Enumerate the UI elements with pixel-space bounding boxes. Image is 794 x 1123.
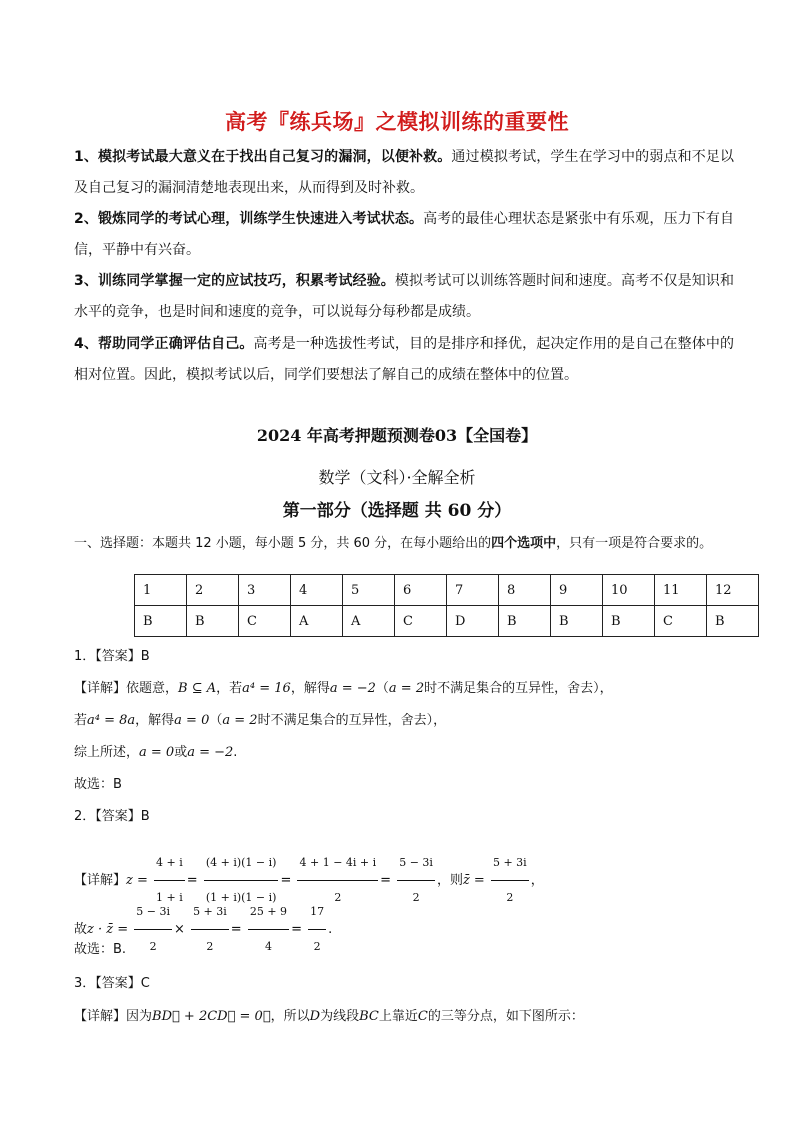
answer-table-number-cell: 5 [343, 575, 395, 606]
q2-eq-5: = [291, 922, 302, 937]
point-3-bold: 3、训练同学掌握一定的应试技巧，积累考试经验。 [74, 273, 395, 289]
answer-table-number-row [135, 575, 759, 606]
q2-frac-3-num: 4 + 1 − 4i + i [297, 846, 378, 881]
part-title: 第一部分（选择题 共 60 分） [282, 501, 512, 521]
section-intro-tail: ，只有一项是符合要求的。 [556, 536, 713, 551]
q1-l3-a0: a = 0 [139, 745, 175, 760]
q2-eq-4: = [230, 922, 242, 937]
q2-frac-6-num: 5 − 3i [134, 895, 172, 930]
q2-frac-6 [134, 895, 172, 964]
q2-frac-3-den: 2 [334, 891, 342, 904]
q2-frac-8 [248, 895, 289, 964]
point-2-text: 高考的最佳心理状态是紧张中有乐观，压力下有自信，平静中有兴奋。 [74, 211, 734, 258]
answer-table-number-cell: 11 [655, 575, 707, 606]
q2-frac-9-den: 2 [313, 940, 321, 953]
q1-text-solve: ，解得 [290, 681, 330, 696]
q1-l3-summary: 综上所述， [74, 745, 140, 760]
q3-mid1: ，所以 [270, 1009, 310, 1024]
q1-l2-paren: （ [209, 713, 223, 728]
point-2 [74, 204, 734, 266]
q1-l2-a2: a = 2 [222, 713, 258, 728]
answer-table [134, 574, 759, 637]
q1-l2-solve: ，解得 [135, 713, 175, 728]
q1-math-a2: a = 2 [388, 681, 425, 696]
q2-frac-4 [397, 846, 435, 915]
section-intro-bold: 四个选项中 [491, 536, 557, 551]
point-4 [74, 329, 734, 391]
answer-table-answer-cell: B [551, 606, 603, 637]
q2-period: . [328, 922, 333, 937]
answer-table-answer-cell: D [447, 606, 499, 637]
answer-table-number-cell: 3 [239, 575, 291, 606]
q3-detail-line-1 [74, 1007, 584, 1027]
q2-frac-2-num: (4 + i)(1 − i) [204, 846, 279, 881]
q2-frac-2-den: (1 + i)(1 − i) [205, 891, 277, 904]
point-3 [74, 266, 734, 328]
point-3-text: 模拟考试可以训练答题时间和速度。高考不仅是知识和水平的竞争，也是时间和速度的竞争，可以说每分每秒都是成绩。 [74, 273, 734, 320]
answer-table-number-cell: 2 [187, 575, 239, 606]
q1-detail-line-1 [74, 679, 613, 699]
q2-frac-7-den: 2 [206, 940, 214, 953]
q2-frac-5-num: 5 + 3i [491, 846, 529, 881]
q2-frac-4-num: 5 − 3i [397, 846, 435, 881]
answer-table-number-cell: 10 [603, 575, 655, 606]
answer-table-answer-row [135, 606, 759, 637]
answer-table-answer-cell: B [499, 606, 551, 637]
answer-table-number-cell: 4 [291, 575, 343, 606]
q1-l3-or: 或 [174, 745, 188, 760]
answer-table-answer-cell: B [707, 606, 759, 637]
q1-l2-eq: a⁴ = 8a [87, 713, 136, 728]
answer-table-answer-cell: A [291, 606, 343, 637]
q3-segment-bc: BC [359, 1009, 379, 1024]
q1-text-if: ，若 [216, 681, 243, 696]
point-4-bold: 4、帮助同学正确评估自己。 [74, 336, 254, 352]
header-title: 高考『练兵场』之模拟训练的重要性 [225, 110, 569, 134]
q3-vector-eq: BD⃗ + 2CD⃗ = 0⃗ [152, 1009, 271, 1024]
q2-zz: z · z̄ = [87, 922, 129, 937]
subject-title: 数学（文科）·全解全析 [318, 468, 476, 487]
q2-eq-1: = [186, 873, 198, 888]
answer-table-number-cell: 8 [499, 575, 551, 606]
q2-frac-9-num: 17 [308, 895, 326, 930]
q2-z-eq: z = [126, 873, 148, 888]
answer-table-answer-cell: A [343, 606, 395, 637]
q3-point-d: D [309, 1009, 321, 1024]
q2-frac-6-den: 2 [149, 940, 157, 953]
section-intro-normal: 一、选择题：本题共 12 小题，每小题 5 分，共 60 分，在每小题给出的 [74, 536, 492, 551]
q1-text-paren: （ [375, 681, 389, 696]
q2-frac-4-den: 2 [412, 891, 420, 904]
point-2-bold: 2、锻炼同学的考试心理，训练学生快速进入考试状态。 [74, 211, 424, 227]
point-1-bold: 1、模拟考试最大意义在于找出自己复习的漏洞，以便补救。 [74, 149, 452, 165]
section-intro [74, 534, 734, 554]
answer-table-answer-cell: C [239, 606, 291, 637]
q1-l2-sol: a = 0 [174, 713, 210, 728]
q2-frac-1-num: 4 + i [154, 846, 185, 881]
q2-frac-5-den: 2 [506, 891, 514, 904]
q1-l2-reject: 时不满足集合的互异性，舍去）， [257, 713, 447, 728]
q3-mid2: 为线段 [320, 1009, 360, 1024]
q3-point-c: C [417, 1009, 428, 1024]
q2-choice: 故选：B. [74, 942, 127, 957]
answer-table-answer-cell: B [603, 606, 655, 637]
q2-comma: ， [530, 873, 544, 888]
q1-detail-line-3 [74, 743, 237, 763]
q1-detail-line-2 [74, 711, 446, 731]
q3-answer-label: 3．【答案】C [74, 976, 150, 991]
q3-detail-prefix: 【详解】因为 [74, 1009, 153, 1024]
point-4-text: 高考是一种选拔性考试，目的是排序和择优，起决定作用的是自己在整体中的相对位置。因此，模拟考试以后，同学们要想法了解自己的成绩在整体中的位置。 [74, 336, 734, 383]
q2-times: × [174, 922, 185, 937]
q2-so: 故 [74, 922, 88, 937]
q2-eq-3: = [380, 873, 392, 888]
q2-answer-label: 2．【答案】B [74, 809, 150, 824]
q2-eq-2: = [280, 873, 292, 888]
answer-table-number-cell: 1 [135, 575, 187, 606]
q2-frac-7-num: 5 + 3i [191, 895, 229, 930]
q2-frac-8-den: 4 [264, 940, 272, 953]
q2-zbar-eq: z̄ = [462, 873, 485, 888]
answer-table-number-cell: 6 [395, 575, 447, 606]
q2-frac-9 [308, 895, 326, 964]
answer-table-answer-cell: C [395, 606, 447, 637]
q1-math-sol1: a = −2 [329, 681, 376, 696]
q2-frac-7 [191, 895, 229, 964]
q2-frac-1-den: 1 + i [156, 891, 183, 904]
point-1 [74, 142, 734, 204]
q3-mid3: 上靠近 [378, 1009, 418, 1024]
answer-table-answer-cell: C [655, 606, 707, 637]
answer-table-answer-cell: B [187, 606, 239, 637]
q1-text-reject: 时不满足集合的互异性，舍去）， [424, 681, 613, 696]
q1-l2-if: 若 [74, 713, 88, 728]
answer-table-number-cell: 7 [447, 575, 499, 606]
answer-table-number-cell: 12 [707, 575, 759, 606]
q3-tail: 的三等分点，如下图所示： [427, 1009, 584, 1024]
q2-detail-prefix: 【详解】 [74, 873, 127, 888]
answer-table-answer-cell: B [135, 606, 187, 637]
q1-math-subset: B ⊆ A [178, 681, 217, 696]
q1-l3-period: . [233, 745, 238, 760]
q1-l3-aneg2: a = −2 [187, 745, 234, 760]
answer-table-number-cell: 9 [551, 575, 603, 606]
q2-frac-5 [491, 846, 529, 915]
q1-detail-prefix: 【详解】依题意， [74, 681, 179, 696]
q1-answer-label: 1．【答案】B [74, 649, 150, 664]
point-1-text: 通过模拟考试，学生在学习中的弱点和不足以及自己复习的漏洞清楚地表现出来，从而得到及时补救。 [74, 149, 735, 196]
q1-choice: 故选：B [74, 777, 122, 792]
exam-title: 2024 年高考押题预测卷03【全国卷】 [256, 426, 538, 445]
q2-frac-8-num: 25 + 9 [248, 895, 289, 930]
q1-math-eq1: a⁴ = 16 [242, 681, 291, 696]
q2-then: ，则 [436, 873, 463, 888]
